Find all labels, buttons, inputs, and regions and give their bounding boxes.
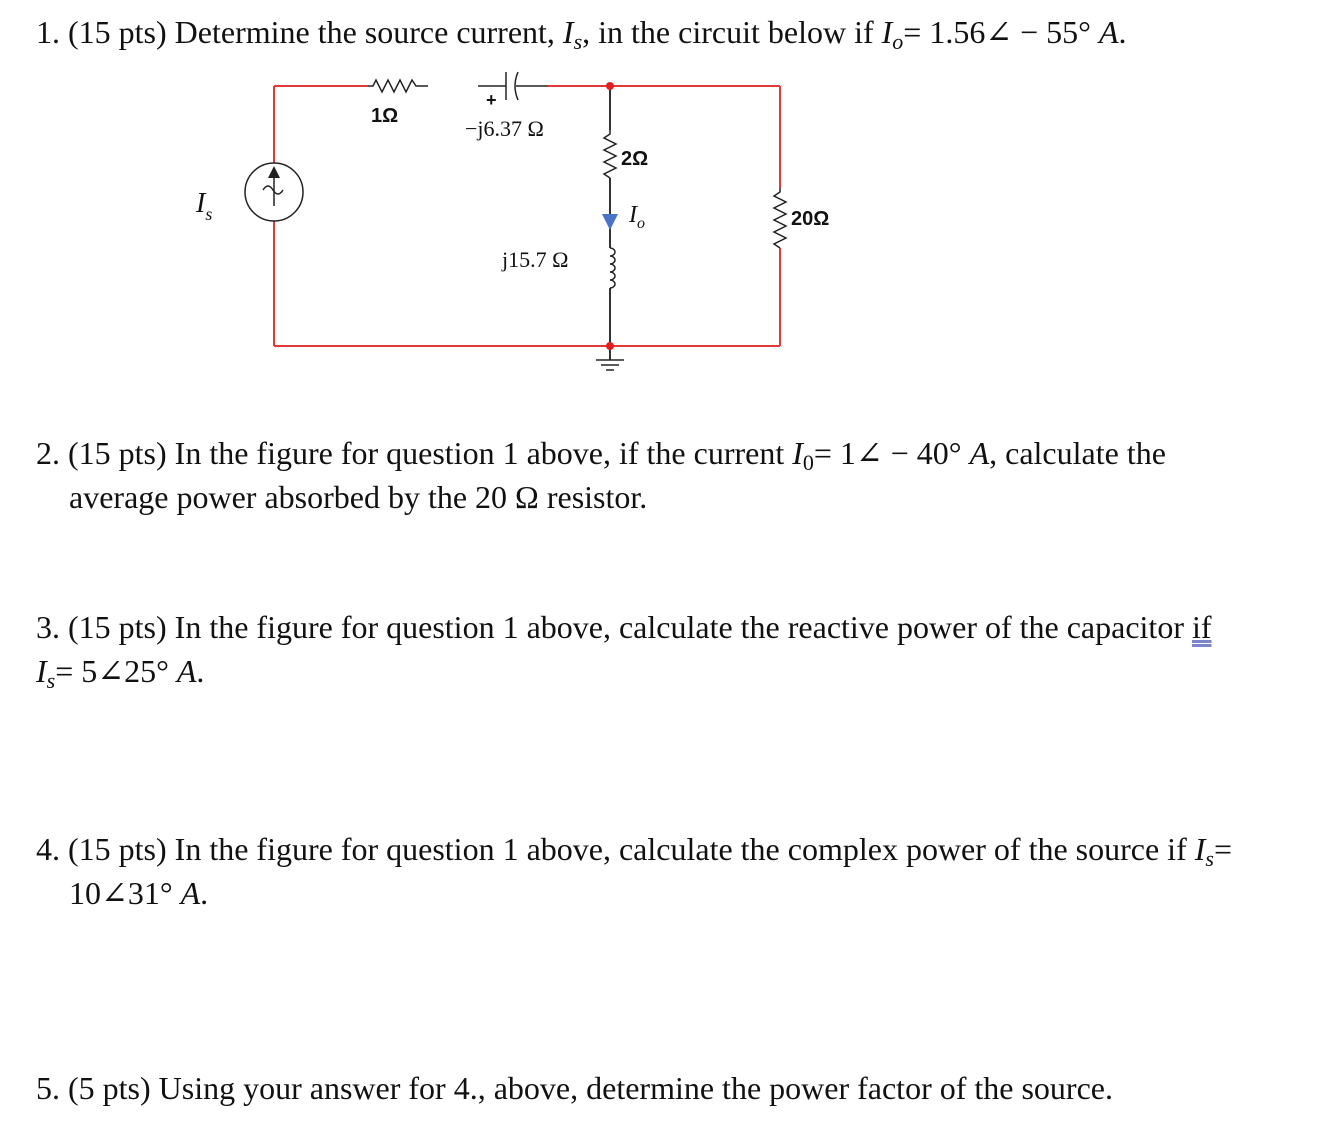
q2-points: (15 pts) — [68, 435, 167, 471]
r1-label: 1Ω — [371, 105, 399, 127]
node-bottom — [606, 342, 614, 350]
q2-text: In the figure for question 1 above, if the current — [174, 435, 793, 471]
q2-line2: average power absorbed by the 20 Ω resistor. — [69, 479, 648, 515]
q1-end: . — [1118, 14, 1127, 50]
current-source — [245, 163, 303, 221]
resistor-2ohm — [604, 130, 616, 178]
q4-points: (15 pts) — [68, 831, 167, 867]
q1-text: Determine the source current, — [174, 14, 563, 50]
q4-text: In the figure for question 1 above, calculate the complex power of the source if — [174, 831, 1195, 867]
q1-number: 1. — [36, 14, 60, 50]
q5-number: 5. — [36, 1070, 60, 1106]
question-4 — [36, 827, 1232, 915]
q3-var-is: $I_s$ — [36, 653, 56, 693]
question-2 — [36, 431, 1166, 519]
q3-end: . — [196, 653, 205, 689]
cap-plus-sign: + — [486, 90, 497, 110]
ground-icon — [596, 360, 624, 370]
node-top — [606, 82, 614, 90]
r2-label: 2Ω — [621, 148, 649, 170]
q3-if-link[interactable]: if — [1191, 609, 1212, 645]
q3-unit: A — [176, 653, 197, 689]
q4-unit: A — [180, 875, 201, 911]
resistor-20ohm — [774, 188, 786, 248]
q2-var-i0: $I_0$ — [792, 435, 814, 475]
q4-line2: 10∠31° — [69, 875, 181, 911]
q3-text: In the figure for question 1 above, calculate the reactive power of the capacitor — [174, 609, 1192, 645]
inductor-impedance-label: j15.7 Ω — [502, 247, 569, 272]
q5-points: (5 pts) — [68, 1070, 151, 1106]
q1-var-is: $I_s$ — [562, 14, 583, 54]
q1-points: (15 pts) — [68, 14, 167, 50]
question-5 — [36, 1066, 1113, 1110]
q3-number: 3. — [36, 609, 60, 645]
q1-unit: A — [1098, 14, 1119, 50]
q1-var-io: $I_o$ — [881, 14, 904, 54]
cap-impedance-label: −j6.37 Ω — [465, 116, 544, 141]
source-label: $I_s$ — [196, 188, 213, 224]
q2-number: 2. — [36, 435, 60, 471]
q2-equation: = 1∠ − 40° — [813, 435, 970, 471]
io-label: $I_o$ — [629, 202, 645, 232]
q4-number: 4. — [36, 831, 60, 867]
q5-text: Using your answer for 4., above, determine the power factor of the source. — [158, 1070, 1113, 1106]
question-3 — [36, 605, 1212, 693]
q1-text2: , in the circuit below if — [582, 14, 882, 50]
q4-equals: = — [1213, 831, 1232, 867]
q2-text2: , calculate the — [989, 435, 1166, 471]
q1-equation: = 1.56∠ − 55° — [903, 14, 1099, 50]
r3-label: 20Ω — [791, 208, 830, 230]
inductor — [610, 248, 615, 288]
resistor-1ohm — [368, 80, 428, 92]
io-arrow-icon — [602, 214, 618, 230]
q3-equation: = 5∠25° — [55, 653, 177, 689]
q2-unit: A — [969, 435, 990, 471]
circuit-diagram — [0, 0, 1340, 400]
q4-var-is: $I_s$ — [1194, 831, 1214, 871]
q3-points: (15 pts) — [68, 609, 167, 645]
q4-end: . — [200, 875, 209, 911]
